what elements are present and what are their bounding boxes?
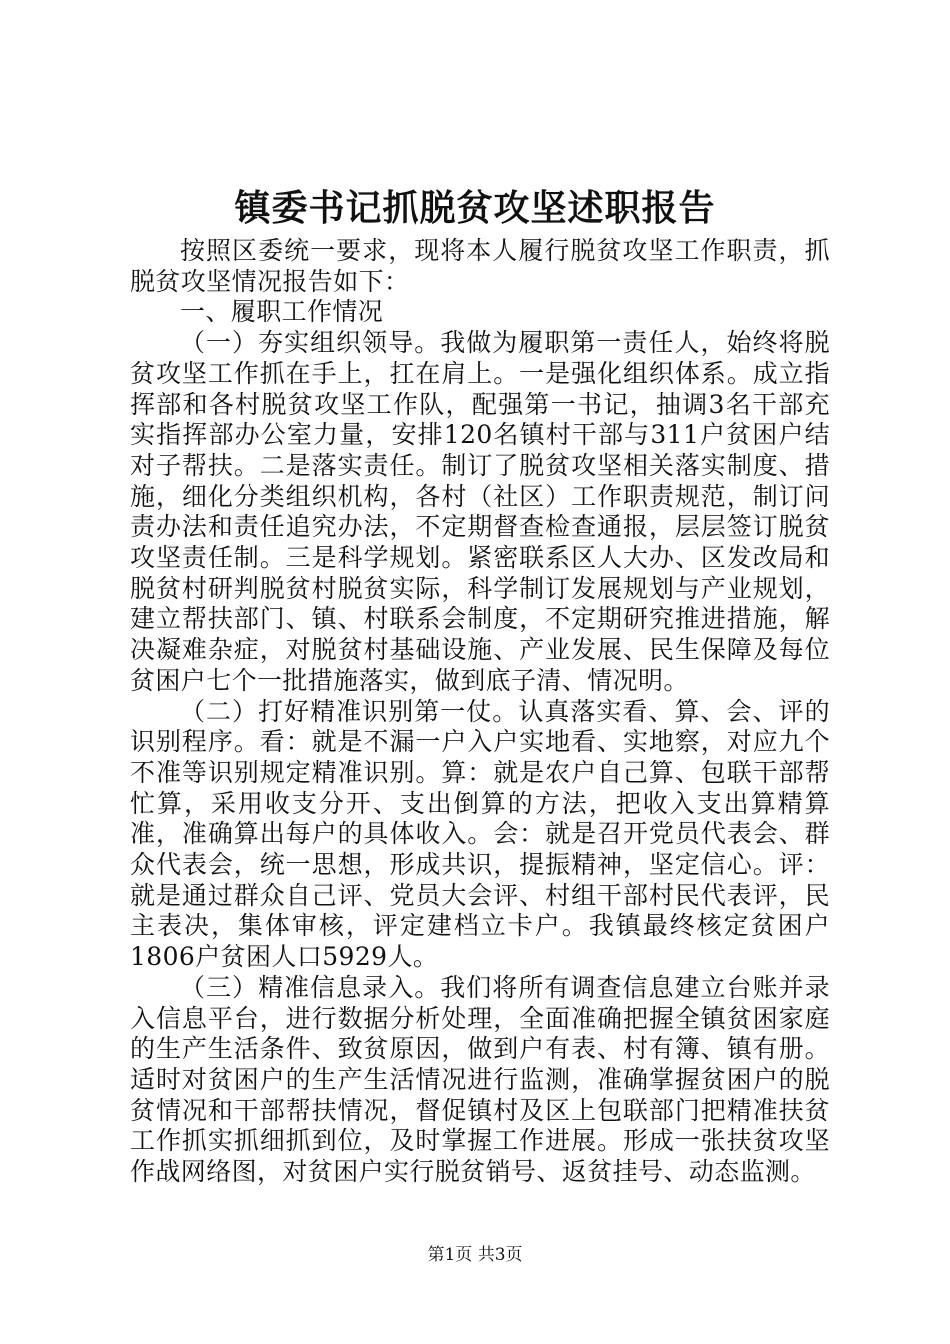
paragraph-organization: （一）夯实组织领导。我做为履职第一责任人，始终将脱贫攻坚工作抓在手上，扛在肩上。一是强化组织体系。成立指挥部和各村脱贫攻坚工作队，配强第一书记，抽调3名干部充实指挥部办公室力量，安排120名镇村干部与311户贫困户结对子帮扶。二是落实责任。制订了脱贫攻坚相关落实制度、措施，细化分类组织机构，各村（社区）工作职责规范，制订问责办法和责任追究办法，不定期督查检查通报，层层签订脱贫攻坚责任制。三是科学规划。紧密联系区人大办、区发改局和脱贫村研判脱贫村脱贫实际，科学制订发展规划与产业规划，建立帮扶部门、镇、村联系会制度，不定期研究推进措施，解决凝难杂症，对脱贫村基础设施、产业发展、民生保障及每位贫困户七个一批措施落实，做到底子清、情况明。: [130, 328, 830, 695]
document-body: [130, 236, 830, 1188]
paragraph-intro: 按照区委统一要求，现将本人履行脱贫攻坚工作职责，抓脱贫攻坚情况报告如下：: [130, 236, 830, 296]
paragraph-information-entry: （三）精准信息录入。我们将所有调查信息建立台账并录入信息平台，进行数据分析处理，全面准确把握全镇贫困家庭的生产生活条件、致贫原因，做到户有表、村有簿、镇有册。适时对贫困户的生产生活情况进行监测，准确掌握贫困户的脱贫情况和干部帮扶情况，督促镇村及区上包联部门把精准扶贫工作抓实抓细抓到位，及时掌握工作进展。形成一张扶贫攻坚作战网络图，对贫困户实行脱贫销号、返贫挂号、动态监测。: [130, 972, 830, 1187]
page-number-footer: 第1页 共3页: [427, 1245, 523, 1265]
paragraph-identification: （二）打好精准识别第一仗。认真落实看、算、会、评的识别程序。看：就是不漏一户入户实地看、实地察，对应九个不准等识别规定精准识别。算：就是农户自己算、包联干部帮忙算，采用收支分开、支出倒算的方法，把收入支出算精算准，准确算出每户的具体收入。会：就是召开党员代表会、群众代表会，统一思想，形成共识，提振精神，坚定信心。评：就是通过群众自己评、党员大会评、村组干部村民代表评，民主表决，集体审核，评定建档立卡户。我镇最终核定贫困户1806户贫困人口5929人。: [130, 696, 830, 972]
document-title: 镇委书记抓脱贫攻坚述职报告: [234, 187, 716, 229]
section-heading: 一、履职工作情况: [180, 297, 384, 327]
